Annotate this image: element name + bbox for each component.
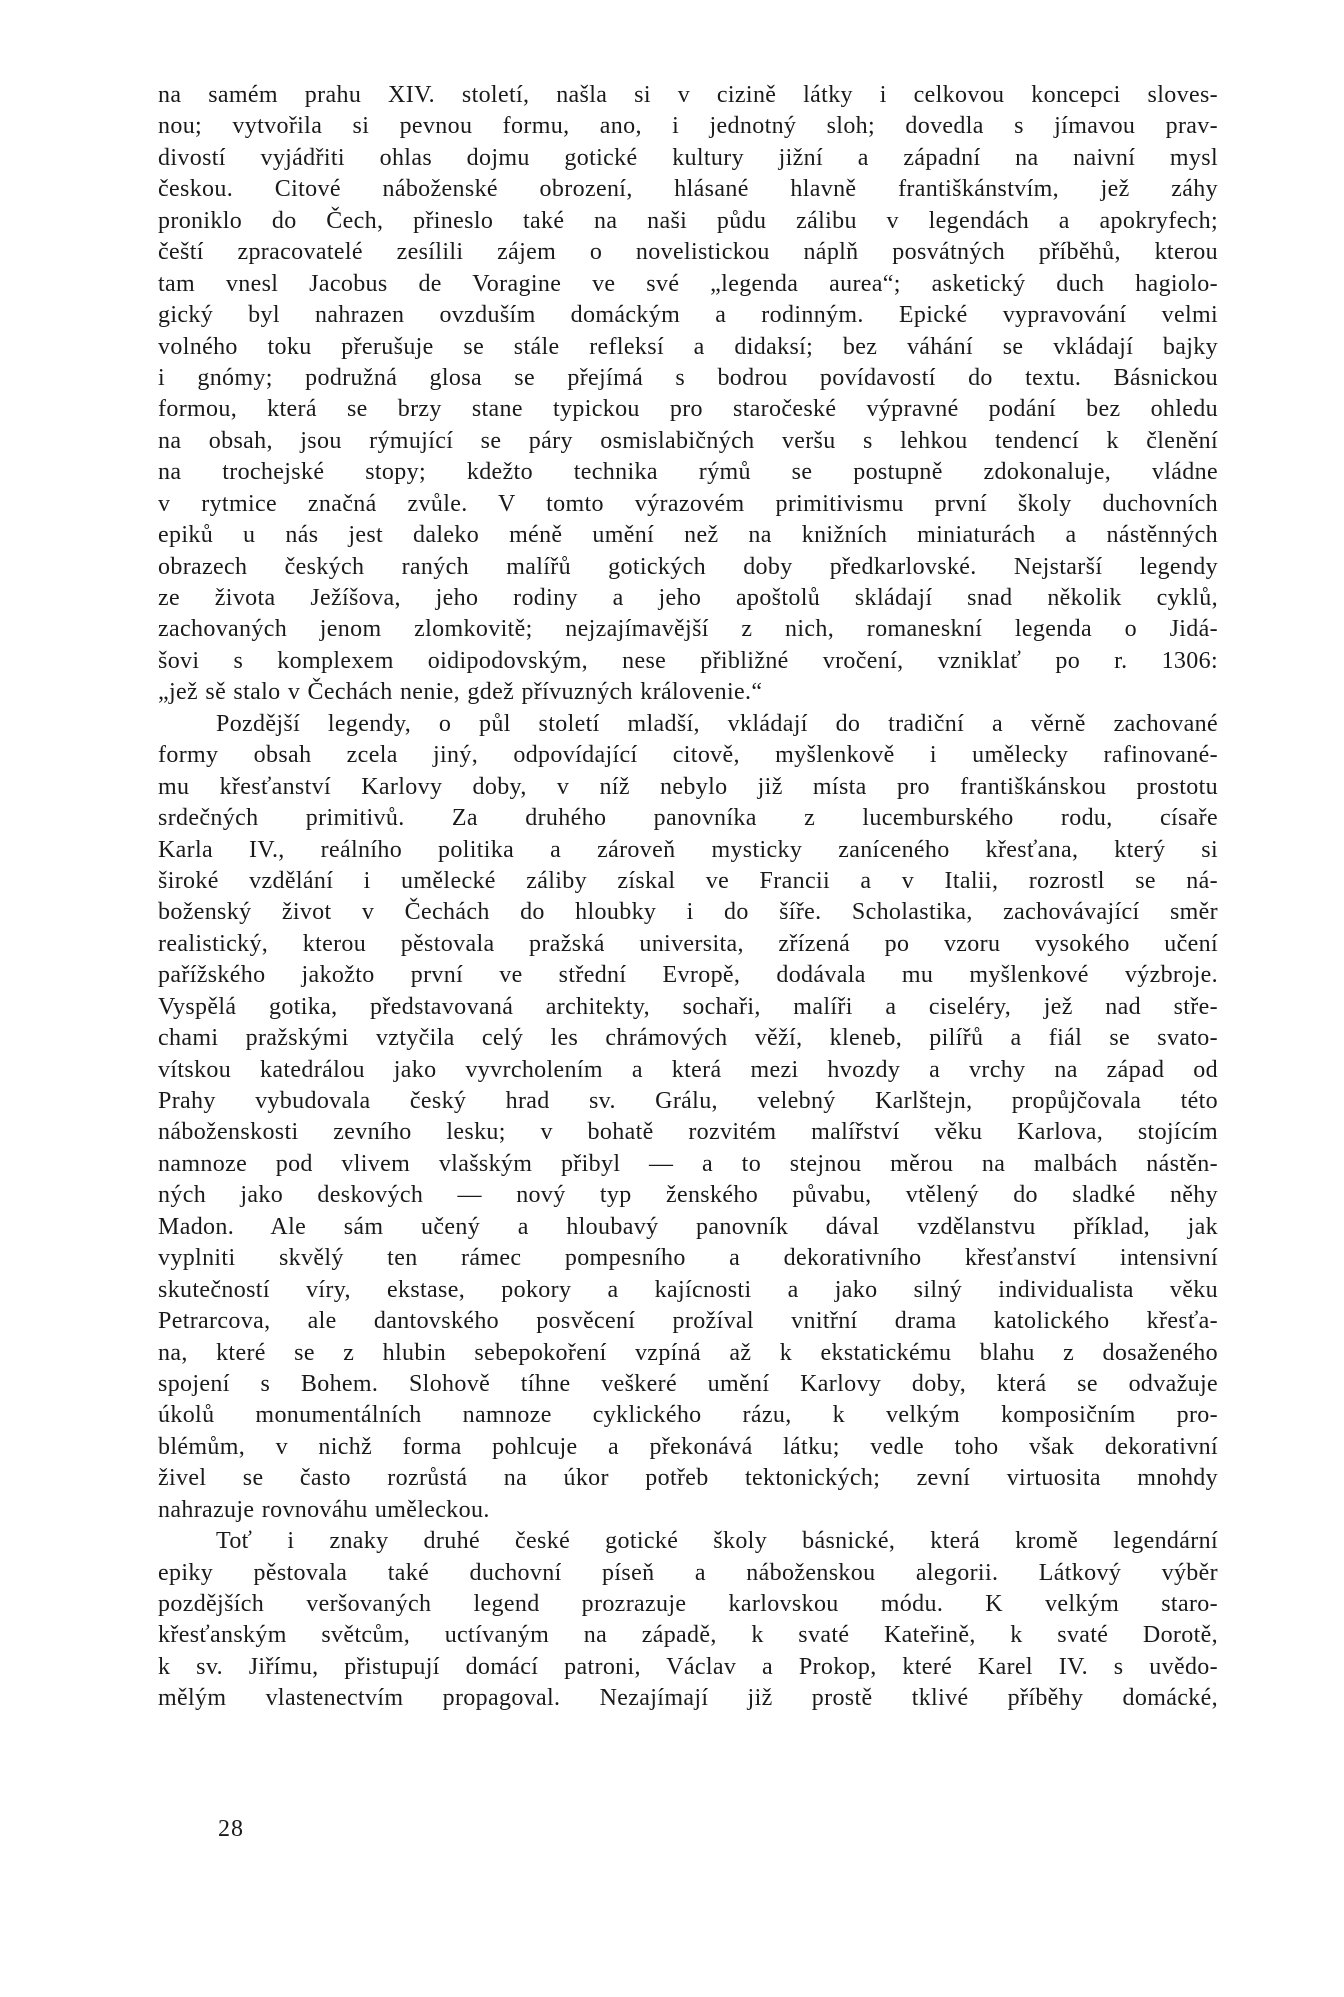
text-line: Pozdější legendy, o půl století mladší, vkládají do tradiční a věrně zachované: [216, 710, 1218, 737]
text-line: obrazech českých raných malířů gotických doby předkarlovské. Nejstarší legendy: [158, 553, 1218, 580]
text-line: namnoze pod vlivem vlašským přibyl — a to stejnou měrou na malbách nástěn-: [158, 1150, 1218, 1177]
text-line: na obsah, jsou rýmující se páry osmislabičných veršu s lehkou tendencí k členění: [158, 427, 1218, 454]
text-line: nou; vytvořila si pevnou formu, ano, i jednotný sloh; dovedla s jímavou prav-: [158, 113, 1218, 140]
text-line: na samém prahu XIV. století, našla si v cizině látky i celkovou koncepci sloves-: [158, 82, 1218, 108]
text-line: Madon. Ale sám učený a hloubavý panovník dával vzdělanstvu příklad, jak: [158, 1213, 1218, 1240]
text-line: široké vzdělání i umělecké záliby získal ve Francii a v Italii, rozrostl se ná-: [158, 867, 1218, 894]
text-line: zachovaných jenom zlomkovitě; nejzajímavější z nich, romaneskní legenda o Jidá-: [158, 616, 1218, 643]
text-line: úkolů monumentálních namnoze cyklického rázu, k velkým komposičním pro-: [158, 1402, 1218, 1429]
text-line: na, které se z hlubin sebepokoření vzpíná až k ekstatickému blahu z dosaženého: [158, 1339, 1218, 1366]
text-line: boženský život v Čechách do hloubky i do šíře. Scholastika, zachovávající směr: [158, 899, 1218, 926]
text-line: Karla IV., reálního politika a zároveň mysticky zaníceného křesťana, který si: [158, 836, 1218, 863]
text-line: formou, která se brzy stane typickou pro staročeské výpravné podání bez ohledu: [158, 396, 1218, 423]
text-line: Toť i znaky druhé české gotické školy básnické, která kromě legendární: [216, 1528, 1218, 1555]
text-line: v rytmice značná zvůle. V tomto výrazovém primitivismu první školy duchovních: [158, 490, 1218, 517]
text-line: tam vnesl Jacobus de Voragine ve své „legenda aurea“; asketický duch hagiolo-: [158, 270, 1218, 297]
text-line: volného toku přerušuje se stále refleksí a didaksí; bez váhání se vkládají bajky: [158, 333, 1218, 360]
text-line: křesťanským světcům, uctívaným na západě, k svaté Kateřině, k svaté Dorotě,: [158, 1622, 1218, 1649]
text-line: českou. Citové náboženské obrození, hlásané hlavně františkánstvím, jež záhy: [158, 176, 1218, 203]
text-line: gický byl nahrazen ovzduším domáckým a rodinným. Epické vypravování velmi: [158, 302, 1218, 329]
page-number: 28: [218, 1816, 244, 1842]
text-line: epiků u nás jest daleko méně umění než na knižních miniaturách a nástěnných: [158, 522, 1218, 549]
text-line: pozdějších veršovaných legend prozrazuje karlovskou módu. K velkým staro-: [158, 1591, 1218, 1617]
text-line: čeští zpracovatelé zesílili zájem o novelistickou náplň posvátných příběhů, kterou: [158, 239, 1218, 266]
text-line: epiky pěstovala také duchovní píseň a náboženskou alegorii. Látkový výběr: [158, 1559, 1218, 1586]
text-line: šovi s komplexem oidipodovským, nese přibližné vročení, vzniklať po r. 1306:: [158, 647, 1218, 674]
text-line: spojení s Bohem. Slohově tíhne veškeré umění Karlovy doby, která se odvažuje: [158, 1370, 1218, 1397]
text-line: divostí vyjádřiti ohlas dojmu gotické kultury jižní a západní na naivní mysl: [158, 144, 1218, 171]
text-line: chami pražskými vztyčila celý les chrámových věží, kleneb, pilířů a fiál se svato-: [158, 1025, 1218, 1052]
text-line: Petrarcova, ale dantovského posvěcení prožíval vnitřní drama katolického křesťa-: [158, 1308, 1218, 1335]
text-line: i gnómy; podružná glosa se přejímá s bodrou povídavostí do textu. Básnickou: [158, 364, 1218, 391]
body-text: [158, 80, 1218, 1715]
text-line: proniklo do Čech, přineslo také na naši půdu zálibu v legendách a apokryfech;: [158, 207, 1218, 234]
text-line: živel se často rozrůstá na úkor potřeb tektonických; zevní virtuosita mnohdy: [158, 1465, 1218, 1492]
text-line: vítskou katedrálou jako vyvrcholením a která mezi hvozdy a vrchy na západ od: [158, 1056, 1218, 1083]
text-line: ných jako deskových — nový typ ženského půvabu, vtělený do sladké něhy: [158, 1182, 1218, 1209]
text-line: Vyspělá gotika, představovaná architekty, sochaři, malíři a ciseléry, jež nad stře-: [158, 993, 1218, 1020]
text-line: na trochejské stopy; kdežto technika rýmů se postupně zdokonaluje, vládne: [158, 459, 1218, 486]
text-line: pařížského jakožto první ve střední Evropě, dodávala mu myšlenkové výzbroje.: [158, 962, 1218, 989]
text-line: Prahy vybudovala český hrad sv. Grálu, velebný Karlštejn, propůjčovala této: [158, 1088, 1218, 1114]
text-line: ze života Ježíšova, jeho rodiny a jeho apoštolů skládají snad několik cyklů,: [158, 585, 1218, 611]
text-line: realistický, kterou pěstovala pražská universita, zřízená po vzoru vysokého učení: [158, 930, 1218, 957]
text-line: „jež sě stalo v Čechách nenie, gdež přívuzných královenie.“: [158, 679, 763, 706]
text-line: nábožens​kosti zevního lesku; v bohatě rozvitém malířství věku Karlova, stojícím: [158, 1119, 1218, 1146]
text-line: mělým vlastenectvím propagoval. Nezajímají již prostě tklivé příběhy domácké,: [158, 1685, 1218, 1712]
text-line: mu křesťanství Karlovy doby, v níž nebylo již místa pro františkánskou prostotu: [158, 773, 1218, 800]
text-line: formy obsah zcela jiný, odpovídající citově, myšlenkově i umělecky rafinované-: [158, 742, 1218, 769]
text-line: skutečností víry, ekstase, pokory a kajícnosti a jako silný individualista věku: [158, 1276, 1218, 1303]
text-line: blémům, v nichž forma pohlcuje a překonává látku; vedle toho však dekorativní: [158, 1433, 1218, 1460]
text-line: vyplniti skvělý ten rámec pompesního a dekorativního křesťanství intensivní: [158, 1245, 1218, 1272]
text-line: srdečných primitivů. Za druhého panovníka z lucemburského rodu, císaře: [158, 805, 1218, 832]
text-line: k sv. Jiřímu, přistupují domácí patroni, Václav a Prokop, které Karel IV. s uvědo-: [158, 1653, 1218, 1680]
text-line: nahrazuje rovnováhu uměleckou.: [158, 1496, 490, 1523]
